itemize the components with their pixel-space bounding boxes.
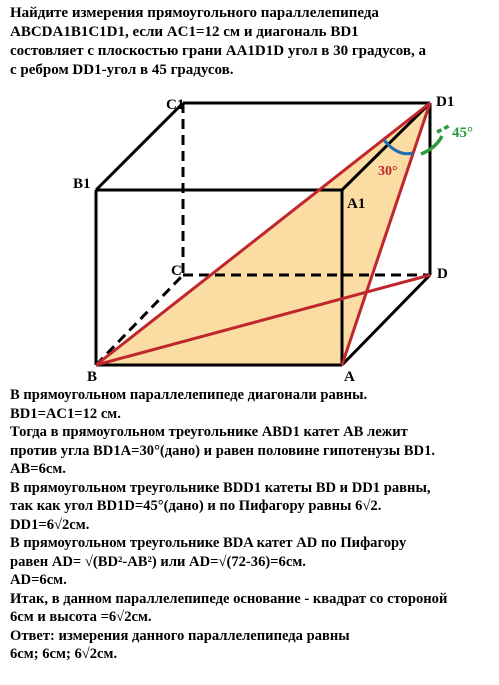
solution-line: AB=6см. [10,461,66,477]
problem-line: ABCDA1B1C1D1, если AC1=12 см и диагональ BD1 [10,24,359,40]
angle-45-pointer [437,126,449,132]
parallelepiped-diagram [0,90,499,390]
solution-line: Итак, в данном параллелепипеде основание - квадрат со стороной [10,590,448,607]
problem-line: Найдите измерения прямоугольного параллелепипеда [10,5,379,21]
solution-line: равен AD= √(BD²-AB²) или AD=√(72-36)=6см. [10,553,306,570]
solution-line: Тогда в прямоугольном треугольнике ABD1 катет AB лежит [10,424,408,440]
problem-line: состовляет с плоскостью грани AA1D1D угол в 30 градусов, а [10,43,427,59]
answer-line: Ответ: измерения данного параллелепипеда равны [10,627,350,644]
solution-line: DD1=6√2см. [10,516,90,533]
vertex-label-b: B [87,369,98,385]
solution-line: В прямоугольном треугольнике BDA катет AD по Пифагору [10,535,407,551]
angle-45-label: 45° [452,125,473,141]
problem-line: с ребром DD1-угол в 45 градусов. [10,62,234,78]
vertex-label-c1: C1 [166,97,185,113]
vertex-label-a: A [344,369,355,385]
solution-line: AD=6см. [10,572,67,588]
solution-text [10,386,495,664]
solution-line: BD1=AC1=12 см. [10,405,121,422]
solution-line: так как угол BD1D=45°(дано) и по Пифагору равны 6√2. [10,498,382,514]
vertex-label-d1: D1 [436,94,455,110]
solution-line: против угла BD1A=30°(дано) и равен половине гипотенузы BD1. [10,442,436,459]
solution-line: В прямоугольном параллелепипеде диагонали равны. [10,387,368,403]
vertex-label-a1: A1 [347,196,366,212]
solution-line: В прямоугольном треугольнике BDD1 катеты BD и DD1 равны, [10,479,431,496]
parallelepiped-figure [0,90,499,390]
solution-line: 6см и высота =6√2см. [10,609,152,625]
vertex-label-c: C [171,263,182,279]
vertex-label-b1: B1 [73,176,91,192]
problem-statement [10,4,495,80]
edge-b1c1 [96,103,183,190]
angle-30-label: 30° [378,164,398,179]
vertex-label-d: D [437,266,448,282]
answer-values: 6см; 6см; 6√2см. [10,646,118,662]
